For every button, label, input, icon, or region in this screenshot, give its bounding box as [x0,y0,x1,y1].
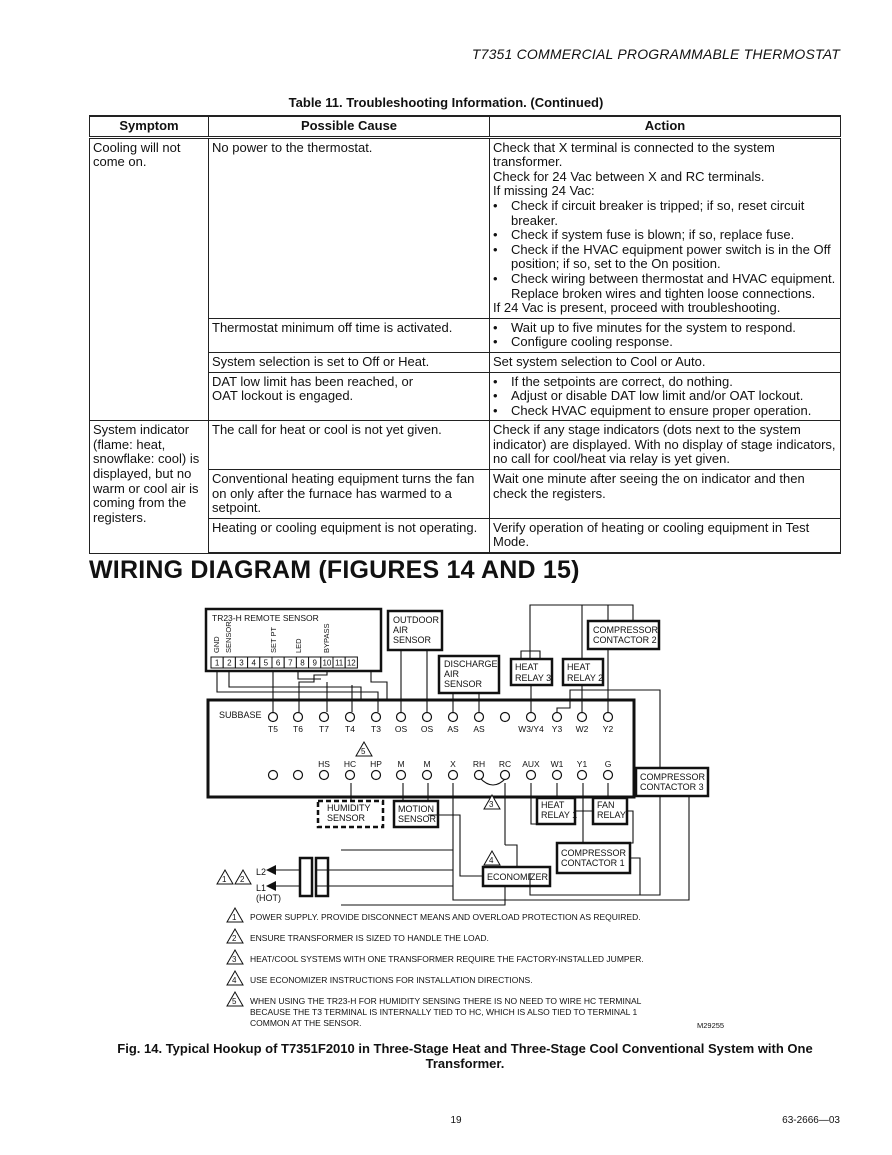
fan-relay-label-2: RELAY [597,810,626,820]
terminal-label: T6 [293,724,303,734]
terminal-label: Y3 [551,724,563,734]
l1-arrow-icon [266,881,276,891]
l1-hot-label: (HOT) [256,893,281,903]
subbase-terminal [501,771,510,780]
bullet-item: • Adjust or disable DAT low limit and/or OAT lockout. [493,388,804,404]
sensor-pin-row [211,657,357,668]
subbase-terminal [475,771,484,780]
column-header-symptom: Symptom [90,116,209,137]
bullet-item: • Check if circuit breaker is tripped; if so, reset circuit breaker. [493,197,805,228]
terminal-label: T7 [319,724,329,734]
subbase-terminal [346,771,355,780]
terminal-label: G [604,759,612,769]
subbase-terminal [320,771,329,780]
column-header-cause: Possible Cause [209,116,490,137]
terminal-unlabeled [294,771,303,780]
remote-sensor-label: TR23-H REMOTE SENSOR [212,613,319,623]
subbase-terminal [397,771,406,780]
svg-text:3: 3 [232,955,237,964]
compressor-contactor-2-label-2: CONTACTOR 2 [593,635,657,645]
sensor-pin-number: 4 [251,658,256,668]
action-line: Check that X terminal is connected to the system transformer. [493,139,775,170]
table-caption: Table 11. Troubleshooting Information. (Continued) [288,95,604,110]
sensor-pin-number: 1 [214,658,220,668]
pin-label-setpt: SET PT [269,626,278,653]
l2-label: L2 [256,867,267,877]
subbase-terminal [449,771,458,780]
terminal-unlabeled [501,713,510,722]
outdoor-air-sensor-label-3: SENSOR [393,635,432,645]
sensor-pin-number: 10 [322,658,332,668]
l1-label: L1 [256,883,267,893]
svg-text:4: 4 [489,856,494,865]
subbase-label: SUBBASE [219,710,262,720]
document-number: 63-2666—03 [782,1115,840,1126]
motion-sensor-label-1: MOTION [398,804,434,814]
sensor-pin-labels [212,621,331,653]
heat-relay-1-label-2: RELAY 1 [541,810,578,820]
action-cell: Check if any stage indicators (dots next to the system indicator) are displayed. With no display of stage indicators, no call for cool/heat via relay is yet given. [490,421,841,470]
heat-relay-2-label-1: HEAT [567,662,591,672]
svg-text:4: 4 [232,976,237,985]
section-title: WIRING DIAGRAM (FIGURES 14 AND 15) [89,556,580,584]
compressor-contactor-3-label-2: CONTACTOR 3 [640,782,704,792]
heat-relay-3-label-1: HEAT [515,662,539,672]
discharge-air-sensor-label-1: DISCHARGE [444,659,498,669]
cause-cell: Conventional heating equipment turns the fan on only after the furnace has warmed to a setpoint. [209,470,490,519]
diagram-notes [227,908,644,1028]
sensor-pin-number: 2 [227,658,232,668]
bullet-item: • Check wiring between thermostat and HVAC equipment. Replace broken wires and tighten loose connections. [493,270,836,301]
note-5-line-1: WHEN USING THE TR23-H FOR HUMIDITY SENSING THERE IS NO NEED TO WIRE HC TERMINAL [250,996,642,1006]
sensor-pin-number: 7 [288,658,293,668]
terminal-label: Y2 [602,724,614,734]
note-3: HEAT/COOL SYSTEMS WITH ONE TRANSFORMER REQUIRE THE FACTORY-INSTALLED JUMPER. [250,954,644,964]
terminal-label: HS [318,759,330,769]
cause-cell: System selection is set to Off or Heat. [209,352,490,372]
terminal-label: X [450,759,456,769]
discharge-air-sensor-label-2: AIR [444,669,460,679]
terminal-label: RC [498,759,512,769]
svg-text:1: 1 [232,913,237,922]
sensor-pin-number: 8 [300,658,305,668]
cause-cell: Heating or cooling equipment is not operating. [209,518,490,553]
terminal-label: AS [473,724,485,734]
subbase-terminal [527,713,536,722]
action-cell: Verify operation of heating or cooling equipment in Test Mode. [490,518,841,553]
l2-arrow-icon [266,865,276,875]
note-5-line-2: BECAUSE THE T3 TERMINAL IS INTERNALLY TIED TO HC, WHICH IS ALSO TIED TO TERMINAL 1 [250,1007,638,1017]
compressor-contactor-1-label-2: CONTACTOR 1 [561,858,625,868]
bullet-item: • Configure cooling response. [493,334,673,350]
bullet-item: • If the setpoints are correct, do nothing. [493,373,733,389]
subbase-terminal [527,771,536,780]
svg-text:5: 5 [361,747,366,756]
subbase-terminal [604,771,613,780]
unlabeled-terminals [269,713,510,780]
terminal-unlabeled [269,771,278,780]
economizer-label: ECONOMIZER [487,872,549,882]
terminal-label: W1 [550,759,564,769]
bottom-terminal-row [318,759,612,780]
subbase-terminal [553,713,562,722]
action-cell: Wait one minute after seeing the on indicator and then check the registers. [490,470,841,519]
terminal-label: HP [370,759,382,769]
outdoor-air-sensor-label-2: AIR [393,625,409,635]
terminal-label: OS [420,724,434,734]
svg-text:2: 2 [232,934,237,943]
action-cell: Set system selection to Cool or Auto. [490,352,841,372]
terminal-label: M [397,759,405,769]
top-terminal-row [268,713,613,735]
fan-relay-label-1: FAN [597,800,615,810]
humidity-sensor-label-1: HUMIDITY [327,803,371,813]
symptom-cell: Cooling will not come on. [90,137,209,421]
note-1: POWER SUPPLY. PROVIDE DISCONNECT MEANS AND OVERLOAD PROTECTION AS REQUIRED. [250,912,641,922]
bullet-item: • Check if the HVAC equipment power switch is in the Off position; if so, set to the On position. [493,241,831,272]
action-line: If 24 Vac is present, proceed with troubleshooting. [493,300,781,316]
compressor-contactor-2-label-1: COMPRESSOR [593,625,659,635]
pin-label-bypass: BYPASS [322,623,331,653]
running-header: T7351 COMMERCIAL PROGRAMMABLE THERMOSTAT [471,46,840,62]
sensor-pin-number: 9 [312,658,317,668]
terminal-label: AUX [522,759,540,769]
svg-text:5: 5 [232,997,237,1006]
subbase-terminal [294,713,303,722]
subbase-terminal [475,713,484,722]
terminal-label: T5 [268,724,278,734]
svg-text:2: 2 [240,875,245,884]
compressor-contactor-3-label-1: COMPRESSOR [640,772,706,782]
heat-relay-2-label-2: RELAY 2 [567,673,604,683]
figure-caption: Fig. 14. Typical Hookup of T7351F2010 in Three-Stage Heat and Three-Stage Cool Conventional System with One Transformer. [117,1041,813,1071]
subbase-terminal [269,713,278,722]
terminal-label: AS [447,724,459,734]
subbase-terminal [423,771,432,780]
subbase-terminal [578,771,587,780]
pin-label-led: LED [294,638,303,653]
svg-text:1: 1 [222,875,227,884]
note-2: ENSURE TRANSFORMER IS SIZED TO HANDLE THE LOAD. [250,933,489,943]
subbase-terminal [578,713,587,722]
pin-label-sensor: SENSOR [224,621,233,653]
transformer-secondary [316,858,328,896]
drawing-number: M29255 [697,1021,725,1030]
sensor-pin-number: 11 [334,658,344,668]
subbase-terminal [449,713,458,722]
action-line: Check for 24 Vac between X and RC terminals. [493,168,765,184]
sensor-pin-number: 6 [275,658,281,668]
terminal-label: W2 [575,724,589,734]
cause-cell: The call for heat or cool is not yet given. [209,421,490,470]
sensor-pin-number: 12 [346,658,356,668]
note-5-line-3: COMMON AT THE SENSOR. [250,1018,362,1028]
subbase-terminal [372,713,381,722]
compressor-contactor-1-label-1: COMPRESSOR [561,848,627,858]
terminal-label: T3 [371,724,381,734]
note-4: USE ECONOMIZER INSTRUCTIONS FOR INSTALLATION DIRECTIONS. [250,975,533,985]
cause-cell: No power to the thermostat. [209,137,490,318]
bullet-item: • Wait up to five minutes for the system to respond. [493,319,796,335]
terminal-label: T4 [345,724,355,734]
terminal-label: M [423,759,431,769]
svg-text:3: 3 [489,800,494,809]
terminal-label: HC [343,759,357,769]
cause-cell: Thermostat minimum off time is activated. [209,318,490,352]
subbase-terminal [320,713,329,722]
cause-cell: DAT low limit has been reached, or OAT lockout is engaged. [209,372,490,421]
motion-sensor-label-2: SENSOR [398,814,437,824]
terminal-label: W3/Y4 [518,724,544,734]
sensor-pin-number: 3 [239,658,244,668]
bullet-item: • Check HVAC equipment to ensure proper operation. [493,402,812,418]
subbase-terminal [604,713,613,722]
discharge-air-sensor-label-3: SENSOR [444,679,483,689]
pin-label-gnd: GND [212,636,221,653]
heat-relay-3-label-2: RELAY 3 [515,673,552,683]
humidity-sensor-label-2: SENSOR [327,813,366,823]
terminal-label: RH [472,759,486,769]
heat-relay-1-label-1: HEAT [541,800,565,810]
transformer-primary [300,858,312,896]
sensor-pin-number: 5 [263,658,269,668]
subbase-terminal [423,713,432,722]
subbase-terminal [372,771,381,780]
subbase-terminal [346,713,355,722]
action-line: If missing 24 Vac: [493,183,595,199]
outdoor-air-sensor-label-1: OUTDOOR [393,615,439,625]
bullet-item: • Check if system fuse is blown; if so, replace fuse. [493,227,795,243]
subbase-terminal [397,713,406,722]
column-header-action: Action [490,116,841,137]
terminal-label: OS [394,724,408,734]
page-number: 19 [450,1115,462,1126]
symptom-cell: System indicator (flame: heat, snowflake: cool) is displayed, but no warm or cool air is coming from the registers. [90,421,209,553]
terminal-label: Y1 [576,759,588,769]
subbase-terminal [553,771,562,780]
